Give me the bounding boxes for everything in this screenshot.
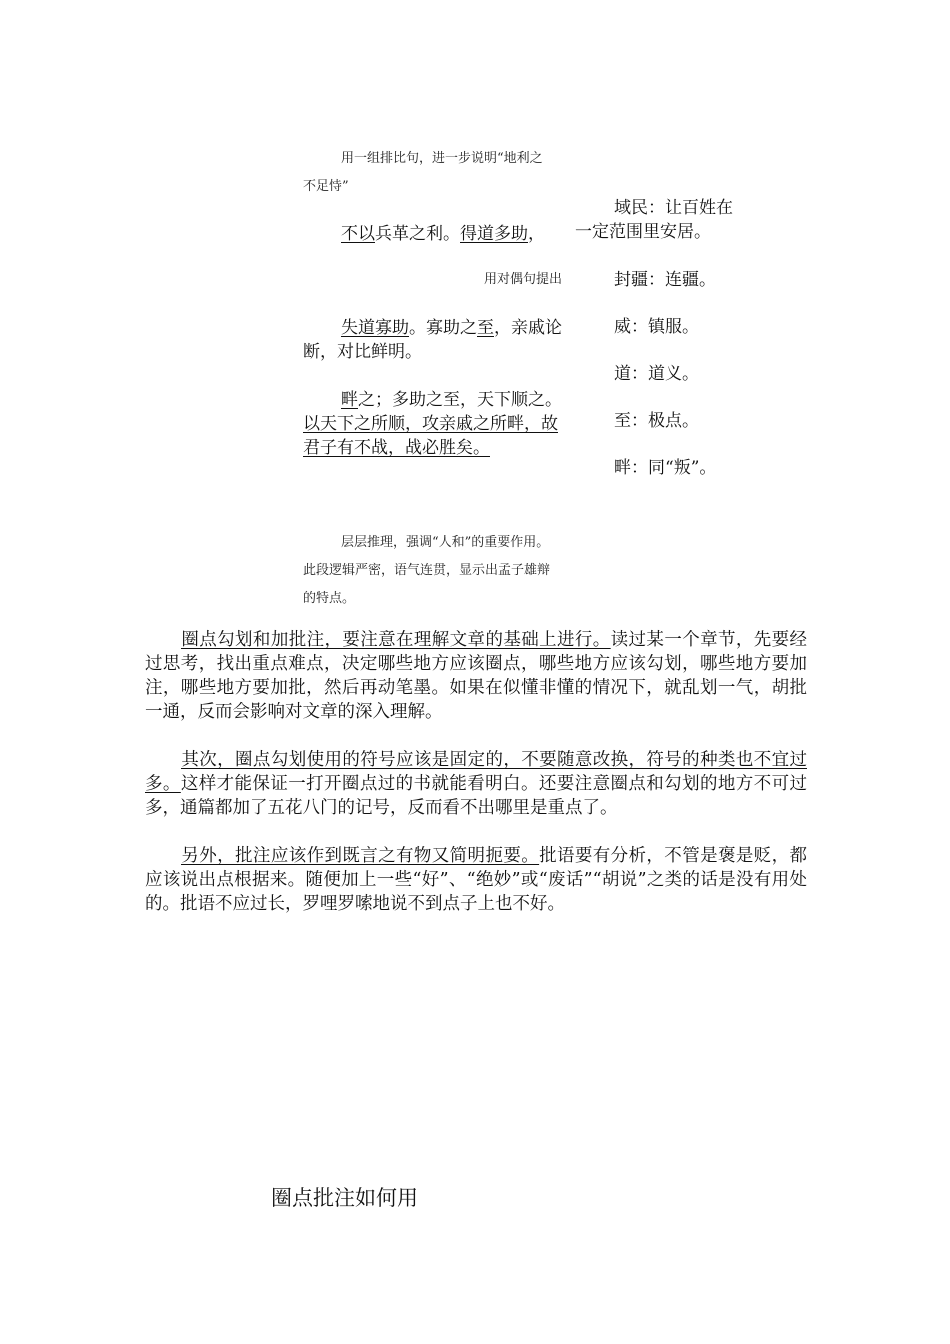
annotation-line: 的特点。	[303, 591, 356, 606]
gloss-fengjiang: 封疆：连疆。	[614, 270, 716, 290]
text-fragment: 之；多助之至，天下顺之。	[358, 390, 562, 410]
text-line-6: 君子有不战，战必胜矣。	[303, 438, 490, 458]
text-line-5: 以天下之所顺，攻亲戚之所畔，故	[303, 414, 558, 434]
annotation-line: 此段逻辑严密，语气连贯，显示出孟子雄辩	[303, 563, 551, 578]
key-sentence: 另外，批注应该作到既言之有物又简明扼要。	[181, 846, 540, 866]
gloss-line: 一定范围里安居。	[575, 222, 711, 242]
annotation-line: 层层推理，强调“人和”的重要作用。	[341, 535, 550, 550]
paragraph-1	[145, 628, 807, 724]
paragraph-text: 这样才能保证一打开圈点过的书就能看明白。还要注意圈点和勾划的地方不可过多，通篇都加了五花八门的记号，反而看不出哪里是重点了。	[145, 774, 808, 818]
key-sentence: 圈点勾划和加批注，要注意在理解文章的基础上进行。	[181, 630, 611, 650]
section-title: 圈点批注如何用	[271, 1186, 418, 1210]
gloss-wei: 威：镇服。	[614, 317, 699, 337]
paragraph-3	[145, 844, 807, 916]
text-line-4	[341, 388, 562, 412]
underlined-term: 至	[477, 318, 494, 338]
text-line-1	[341, 222, 545, 246]
text-fragment: ，	[528, 224, 545, 244]
text-line-3: 断，对比鲜明。	[303, 342, 422, 362]
annotation-parallel-sentences	[303, 145, 593, 201]
gloss-pan: 畔：同“叛”。	[614, 458, 717, 478]
annotation-line: 用一组排比句，进一步说明“地利之	[341, 151, 543, 166]
paragraph-2	[145, 748, 807, 820]
underlined-term: 畔	[341, 390, 358, 410]
gloss-line: 域民：让百姓在	[614, 198, 733, 218]
annotation-antithesis: 用对偶句提出	[484, 272, 563, 287]
text-fragment: 。寡助之	[409, 318, 477, 338]
underlined-term: 不以	[341, 224, 375, 244]
gloss-yumin	[575, 196, 775, 244]
paragraph-text: 读过某一个章节，先要经过思考，找出重点难点，决定哪些地方应该圈点，哪些地方应该勾划，哪些地方要加注，哪些地方要加批，然后再动笔墨。如果在似懂非懂的情况下，就乱划一气，胡批一通，反而会影响对文章的深入理解。	[145, 630, 808, 722]
gloss-zhi: 至：极点。	[614, 411, 699, 431]
annotation-line: 不足恃”	[303, 179, 349, 194]
text-fragment: 兵革之利。	[375, 224, 460, 244]
key-sentence: 其次，圈点勾划使用的符号应该是固定的，不要随意改换，符号的种类也不宜过多。	[145, 750, 807, 794]
annotation-reasoning	[303, 529, 593, 613]
text-fragment: ，亲戚论	[494, 318, 562, 338]
underlined-term: 失道寡助	[341, 318, 409, 338]
text-line-2	[341, 316, 562, 340]
paragraph-text: 批语要有分析，不管是褒是贬，都应该说出点根据来。随便加上一些“好”、“绝妙”或“废话”“胡说”之类的话是没有用处的。批语不应过长，罗哩罗嗦地说不到点子上也不好。	[145, 846, 808, 914]
underlined-term: 得道多助	[460, 224, 528, 244]
gloss-dao: 道：道义。	[614, 364, 699, 384]
